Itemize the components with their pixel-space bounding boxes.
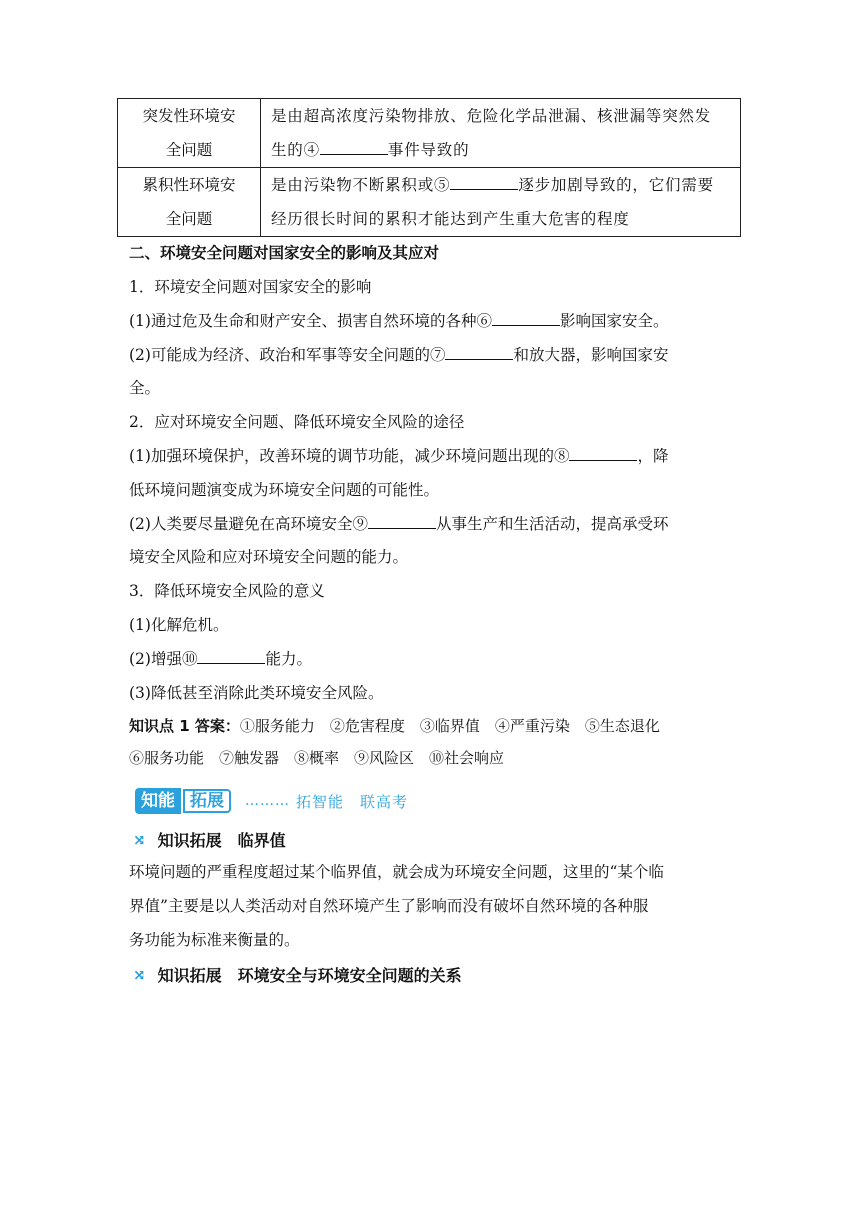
content-text: 是由污染物不断累积或⑤ xyxy=(271,176,451,194)
text: (1)加强环境保护，改善环境的调节功能，减少环境问题出现的⑧ xyxy=(129,447,570,465)
fill-blank xyxy=(492,311,560,326)
fill-blank xyxy=(320,140,388,155)
content-text: 事件导致的 xyxy=(387,141,470,159)
paragraph-line: (1)化解危机。 xyxy=(129,616,229,634)
row-header-line: 全问题 xyxy=(165,210,213,228)
text: (2)可能成为经济、政治和军事等安全问题的⑦ xyxy=(129,346,446,364)
content-line xyxy=(271,168,732,202)
row-header-line: 突发性环境安 xyxy=(142,107,236,125)
row-content xyxy=(261,99,741,168)
fill-blank xyxy=(368,514,436,529)
text: (1)通过危及生命和财产安全、损害自然环境的各种⑥ xyxy=(129,312,492,330)
paragraph-line: 环境问题的严重程度超过某个临界值，就会成为环境安全问题，这里的“某个临 xyxy=(129,863,664,881)
badge-dots: ……… xyxy=(245,793,290,809)
row-content xyxy=(261,168,741,237)
content-text: 逐步加剧导致的，它们需要 xyxy=(518,176,714,194)
row-header-line: 累积性环境安 xyxy=(142,176,236,194)
badge-left: 知能 xyxy=(135,788,181,814)
fill-blank xyxy=(197,649,265,664)
paragraph-line: 界值”主要是以人类活动对自然环境产生了影响而没有破坏自然环境的各种服 xyxy=(129,897,649,915)
shuffle-icon: ⤨ xyxy=(133,830,146,849)
paragraph-line xyxy=(129,345,741,365)
paragraph-line: 境安全风险和应对环境安全问题的能力。 xyxy=(129,548,409,566)
content-text: 生的④ xyxy=(271,141,320,159)
shuffle-icon: ⤨ xyxy=(133,965,146,984)
subheading: 3．降低环境安全风险的意义 xyxy=(129,582,325,600)
paragraph-line xyxy=(129,446,741,466)
paragraph-line: 务功能为标准来衡量的。 xyxy=(129,931,300,949)
extension-heading xyxy=(133,828,286,851)
extension-title: 知识拓展 临界值 xyxy=(157,831,286,850)
fill-blank xyxy=(445,345,513,360)
content-line: 经历很长时间的累积才能达到产生重大危害的程度 xyxy=(271,210,630,228)
section-heading: 二、环境安全问题对国家安全的影响及其应对 xyxy=(129,244,440,262)
extension-title: 知识拓展 环境安全与环境安全问题的关系 xyxy=(157,966,462,985)
text: (2)人类要尽量避免在高环境安全⑨ xyxy=(129,515,368,533)
content-line: 是由超高浓度污染物排放、危险化学品泄漏、核泄漏等突然发 xyxy=(271,107,712,125)
text: 和放大器，影响国家安 xyxy=(513,346,669,364)
extension-heading xyxy=(133,963,462,986)
text: (2)增强⑩ xyxy=(129,650,198,668)
paragraph-line xyxy=(129,649,741,669)
row-header-line: 全问题 xyxy=(165,141,213,159)
row-header xyxy=(118,168,261,237)
answer-line: ⑥服务功能 ⑦触发器 ⑧概率 ⑨风险区 ⑩社会响应 xyxy=(129,749,505,767)
content-line xyxy=(271,133,732,167)
paragraph-line: 低环境问题演变成为环境安全问题的可能性。 xyxy=(129,481,440,499)
text: 能力。 xyxy=(265,650,312,668)
paragraph-line xyxy=(129,514,741,534)
badge-right: 拓展 xyxy=(183,789,231,813)
fill-blank xyxy=(569,446,637,461)
text: ，降 xyxy=(637,447,669,465)
paragraph-line xyxy=(129,311,741,331)
answer-line xyxy=(129,716,741,736)
paragraph-line: (3)降低甚至消除此类环境安全风险。 xyxy=(129,684,384,702)
subheading: 1．环境安全问题对国家安全的影响 xyxy=(129,278,372,296)
paragraph-line: 全。 xyxy=(129,379,161,397)
row-header xyxy=(118,99,261,168)
answer-text: ①服务能力 ②危害程度 ③临界值 ④严重污染 ⑤生态退化 xyxy=(239,717,660,735)
fill-blank xyxy=(450,175,518,190)
table-row xyxy=(118,168,741,237)
knowledge-table xyxy=(117,98,741,237)
subheading: 2．应对环境安全问题、降低环境安全风险的途径 xyxy=(129,413,465,431)
section-badge xyxy=(135,787,408,815)
badge-tagline: 拓智能 联高考 xyxy=(296,792,409,811)
text: 从事生产和生活活动，提高承受环 xyxy=(435,515,669,533)
answer-label: 知识点 1 答案： xyxy=(129,717,240,735)
text: 影响国家安全。 xyxy=(559,312,669,330)
table-row xyxy=(118,99,741,168)
